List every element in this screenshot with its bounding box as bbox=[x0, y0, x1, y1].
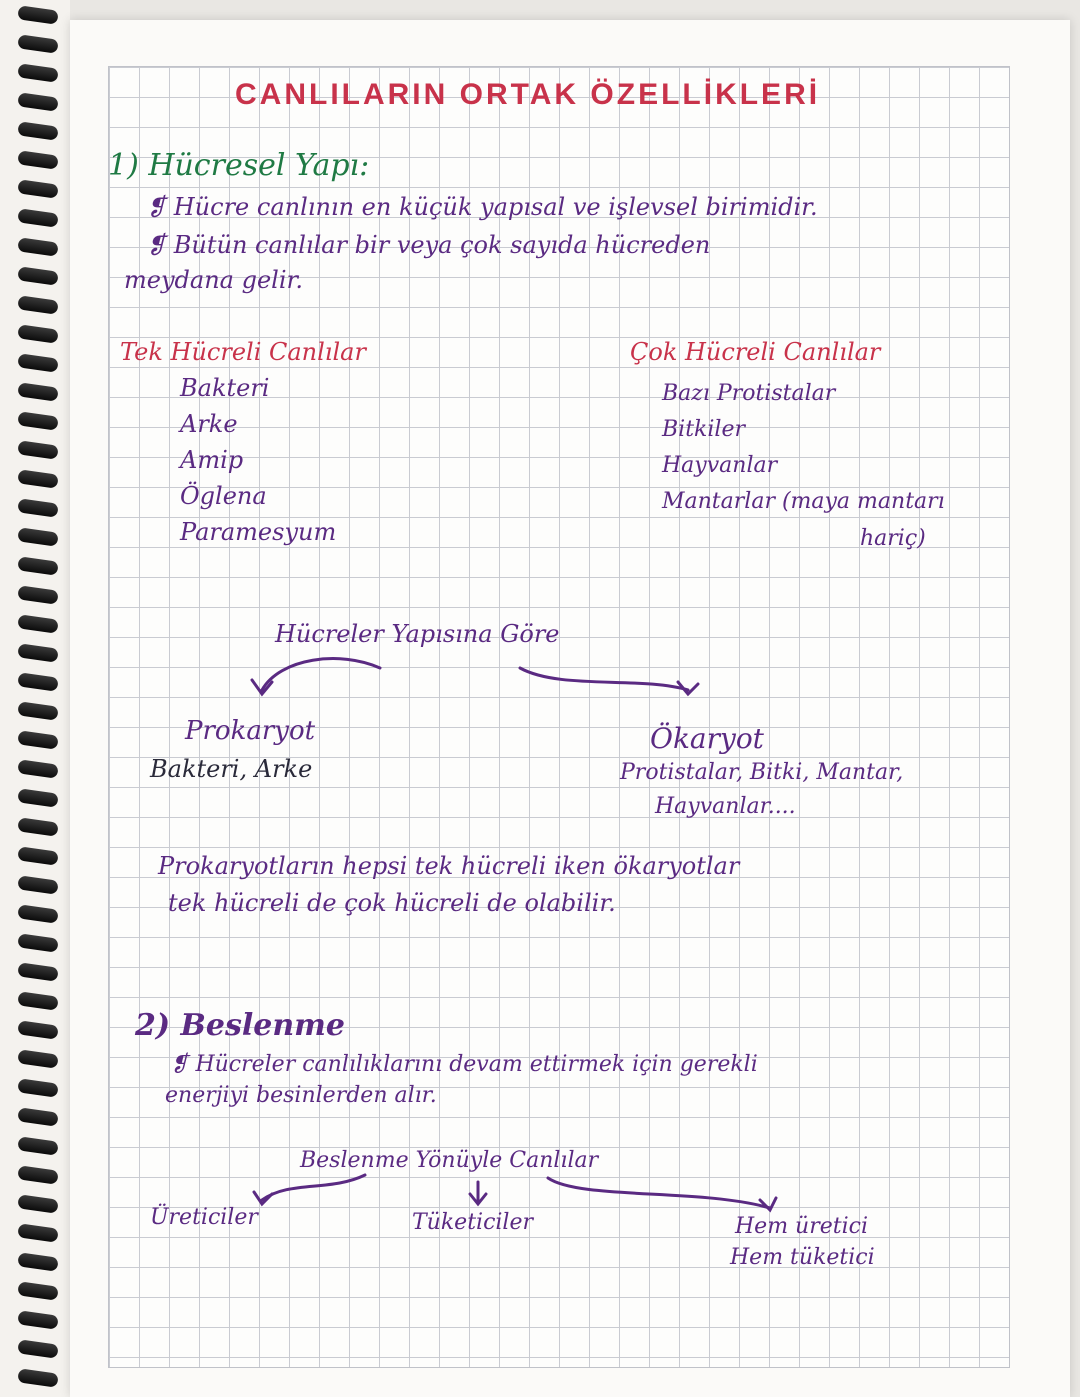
bullet-nutrition-continuation: enerjiyi besinlerden alır. bbox=[165, 1083, 437, 1108]
both-label-line-1: Hem üretici bbox=[735, 1214, 868, 1239]
eukaryote-examples: Protistalar, Bitki, Mantar, bbox=[620, 760, 904, 785]
list-item: Amip bbox=[180, 446, 244, 474]
list-item: Bakteri bbox=[180, 374, 270, 402]
list-item: Öglena bbox=[180, 482, 267, 510]
section-heading-cell-structure: 1) Hücresel Yapı: bbox=[108, 148, 370, 183]
list-item: Hayvanlar bbox=[662, 453, 778, 478]
bullet-icon: ❡ bbox=[146, 231, 174, 259]
prokaryote-examples: Bakteri, Arke bbox=[150, 755, 313, 783]
nutrition-diagram-heading: Beslenme Yönüyle Canlılar bbox=[300, 1148, 599, 1173]
single-cell-heading: Tek Hücreli Canlılar bbox=[120, 338, 366, 366]
arrowhead bbox=[760, 1198, 776, 1210]
page-title: CANLILARIN ORTAK ÖZELLİKLERİ bbox=[235, 78, 821, 111]
multi-cell-list-continuation: hariç) bbox=[860, 526, 926, 551]
list-item: Mantarlar (maya mantarı bbox=[662, 489, 945, 514]
eukaryote-label: Ökaryot bbox=[650, 722, 764, 755]
arrow-to-prokaryote bbox=[262, 659, 380, 690]
consumers-label: Tüketiciler bbox=[412, 1210, 533, 1235]
structure-heading: Hücreler Yapısına Göre bbox=[275, 620, 560, 648]
both-label-line-2: Hem tüketici bbox=[730, 1245, 875, 1270]
list-item: Bitkiler bbox=[662, 417, 745, 442]
bullet-continuation: meydana gelir. bbox=[124, 266, 303, 294]
multi-cell-heading: Çok Hücreli Canlılar bbox=[630, 338, 881, 366]
note-line-1: Prokaryotların hepsi tek hücreli iken ökaryotlar bbox=[158, 852, 740, 880]
bullet-text: Hücreler canlılıklarını devam ettirmek için gerekli bbox=[195, 1052, 758, 1077]
section-heading-nutrition: 2) Beslenme bbox=[135, 1008, 345, 1043]
arrow-to-eukaryote bbox=[520, 668, 688, 690]
arrow-to-both bbox=[548, 1178, 770, 1208]
bullet-text: Hücre canlının en küçük yapısal ve işlevsel birimidir. bbox=[173, 193, 818, 221]
list-item: Arke bbox=[180, 410, 238, 438]
list-item: Bazı Protistalar bbox=[662, 381, 836, 406]
bullet-icon: ❡ bbox=[170, 1052, 196, 1077]
bullet-text: Bütün canlılar bir veya çok sayıda hücreden bbox=[173, 231, 711, 259]
note-line-2: tek hücreli de çok hücreli de olabilir. bbox=[168, 889, 616, 917]
producers-label: Üreticiler bbox=[150, 1205, 258, 1230]
prokaryote-label: Prokaryot bbox=[185, 716, 316, 746]
eukaryote-examples-continued: Hayvanlar.... bbox=[655, 794, 796, 819]
arrow-to-producers bbox=[262, 1175, 365, 1200]
list-item: Paramesyum bbox=[180, 518, 337, 546]
bullet-icon: ❡ bbox=[146, 193, 174, 221]
